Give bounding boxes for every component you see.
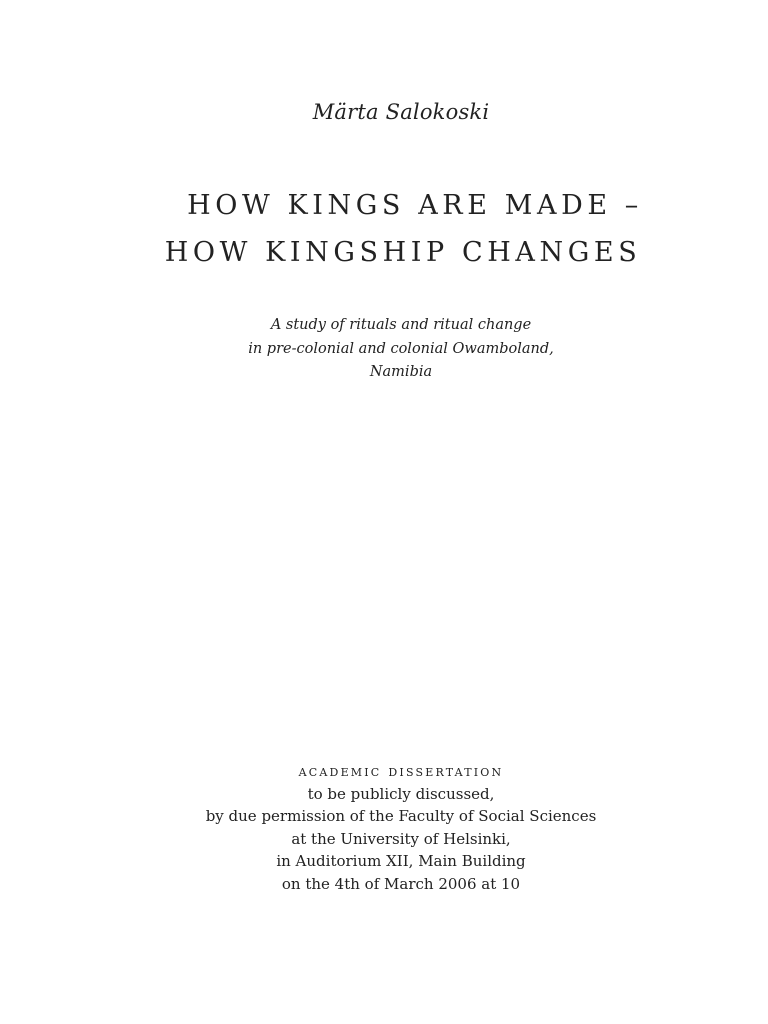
dissertation-line-3: at the University of Helsinki, xyxy=(291,829,511,848)
dissertation-line-1: to be publicly discussed, xyxy=(307,784,495,803)
dissertation-line-2: by due permission of the Faculty of Social Sciences xyxy=(205,807,597,825)
book-title-line-2: HOW KINGSHIP CHANGES xyxy=(164,237,642,268)
dissertation-label: academic dissertation xyxy=(298,762,504,780)
subtitle xyxy=(0,314,768,385)
subtitle-line-3: Namibia xyxy=(369,364,433,380)
subtitle-line-2: in pre-colonial and colonial Owamboland, xyxy=(248,340,554,357)
book-title-line-1: HOW KINGS ARE MADE – xyxy=(187,190,643,221)
dissertation-line-4: in Auditorium XII, Main Building xyxy=(276,852,526,870)
dissertation-notice xyxy=(0,760,768,895)
dissertation-line-5: on the 4th of March 2006 at 10 xyxy=(281,874,521,893)
subtitle-line-1: A study of rituals and ritual change xyxy=(270,317,532,333)
author-name: Märta Salokoski xyxy=(312,100,490,124)
